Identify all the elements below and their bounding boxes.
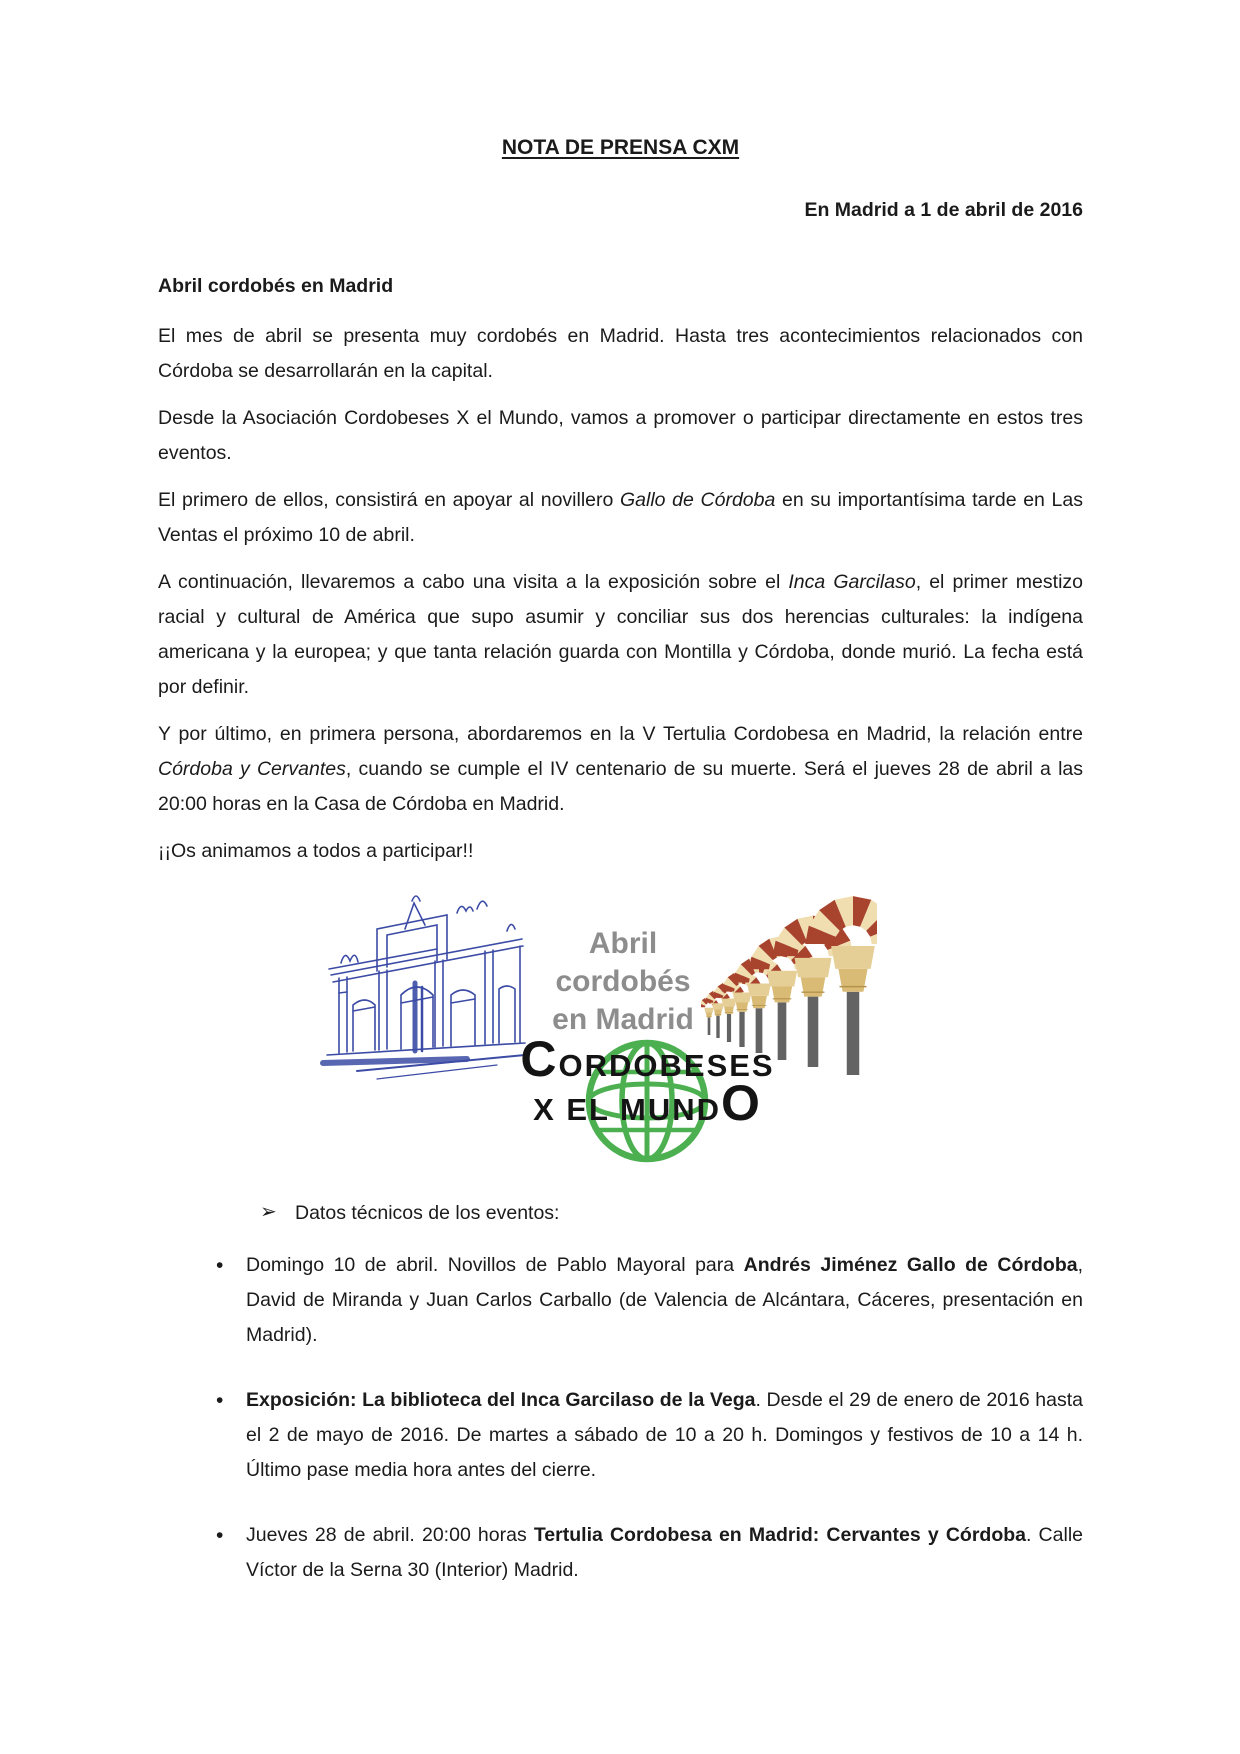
closing-line: ¡¡Os animamos a todos a participar!! — [158, 840, 474, 862]
event-item-2 — [158, 1383, 1083, 1488]
tagline-line-2: cordobés — [555, 965, 691, 998]
bullet-icon: • — [216, 1254, 224, 1277]
events-heading-row — [158, 1200, 1083, 1226]
arrow-bullet-icon: ➢ — [260, 1201, 277, 1223]
event-item-3 — [158, 1518, 1083, 1588]
brand-final: O — [721, 1075, 762, 1131]
paragraph-4: A continuación, llevaremos a cabo una visita a la exposición sobre el Inca Garcilaso, el primer mestizo racial y cultural de América que supo asumir y conciliar sus dos herencias culturales: la indígena americana y la europea; y que tanta relación guarda con Montilla y Córdoba, donde murió. La fecha está por definir. — [158, 571, 1083, 698]
event-text-2: Exposición: La biblioteca del Inca Garcilaso de la Vega. Desde el 29 de enero de 2016 hasta el 2 de mayo de 2016. De martes a sábado de 10 a 20 h. Domingos y festivos de 10 a 14 h. Último pase media hora antes del cierre. — [246, 1389, 1083, 1481]
brand-word2: X EL MUND — [533, 1092, 722, 1127]
bullet-icon: • — [216, 1389, 224, 1412]
logo-collage — [305, 877, 880, 1172]
paragraph-5: Y por último, en primera persona, abordaremos en la V Tertulia Cordobesa en Madrid, la relación entre Córdoba y Cervantes, cuando se cumple el IV centenario de su muerte. Será el jueves 28 de abril a las 20:00 horas en la Casa de Córdoba en Madrid. — [158, 723, 1083, 815]
document-title: NOTA DE PRENSA CXM — [501, 136, 740, 159]
events-heading: Datos técnicos de los eventos: — [295, 1202, 560, 1224]
event-text-1: Domingo 10 de abril. Novillos de Pablo Mayoral para Andrés Jiménez Gallo de Córdoba, David de Miranda y Juan Carlos Carballo (de Valencia de Alcántara, Cáceres, presentación en Madrid). — [246, 1254, 1083, 1346]
brand-wordmark — [495, 1031, 800, 1131]
brand-word1: ORDOBESES — [558, 1048, 775, 1083]
brand-line-2 — [495, 1075, 800, 1131]
paragraph-1: El mes de abril se presenta muy cordobés en Madrid. Hasta tres acontecimientos relacionados con Córdoba se desarrollarán en la capital. — [158, 325, 1083, 382]
tagline-line-3: en Madrid — [552, 1003, 694, 1036]
tagline-line-1: Abril — [588, 927, 658, 960]
event-item-1 — [158, 1248, 1083, 1353]
document-content — [158, 0, 1083, 1588]
bullet-icon: • — [216, 1524, 224, 1547]
section-heading: Abril cordobés en Madrid — [158, 275, 394, 297]
dateline: En Madrid a 1 de abril de 2016 — [804, 199, 1083, 221]
event-text-3: Jueves 28 de abril. 20:00 horas Tertulia Cordobesa en Madrid: Cervantes y Córdoba. Calle Víctor de la Serna 30 (Interior) Madrid. — [246, 1524, 1083, 1581]
logo-tagline — [537, 925, 709, 1039]
events-list — [158, 1248, 1083, 1588]
brand-initial: C — [520, 1031, 559, 1087]
paragraph-2: Desde la Asociación Cordobeses X el Mundo, vamos a promover o participar directamente en estos tres eventos. — [158, 407, 1083, 464]
paragraph-3: El primero de ellos, consistirá en apoyar al novillero Gallo de Córdoba en su importantísima tarde en Las Ventas el próximo 10 de abril. — [158, 489, 1083, 546]
